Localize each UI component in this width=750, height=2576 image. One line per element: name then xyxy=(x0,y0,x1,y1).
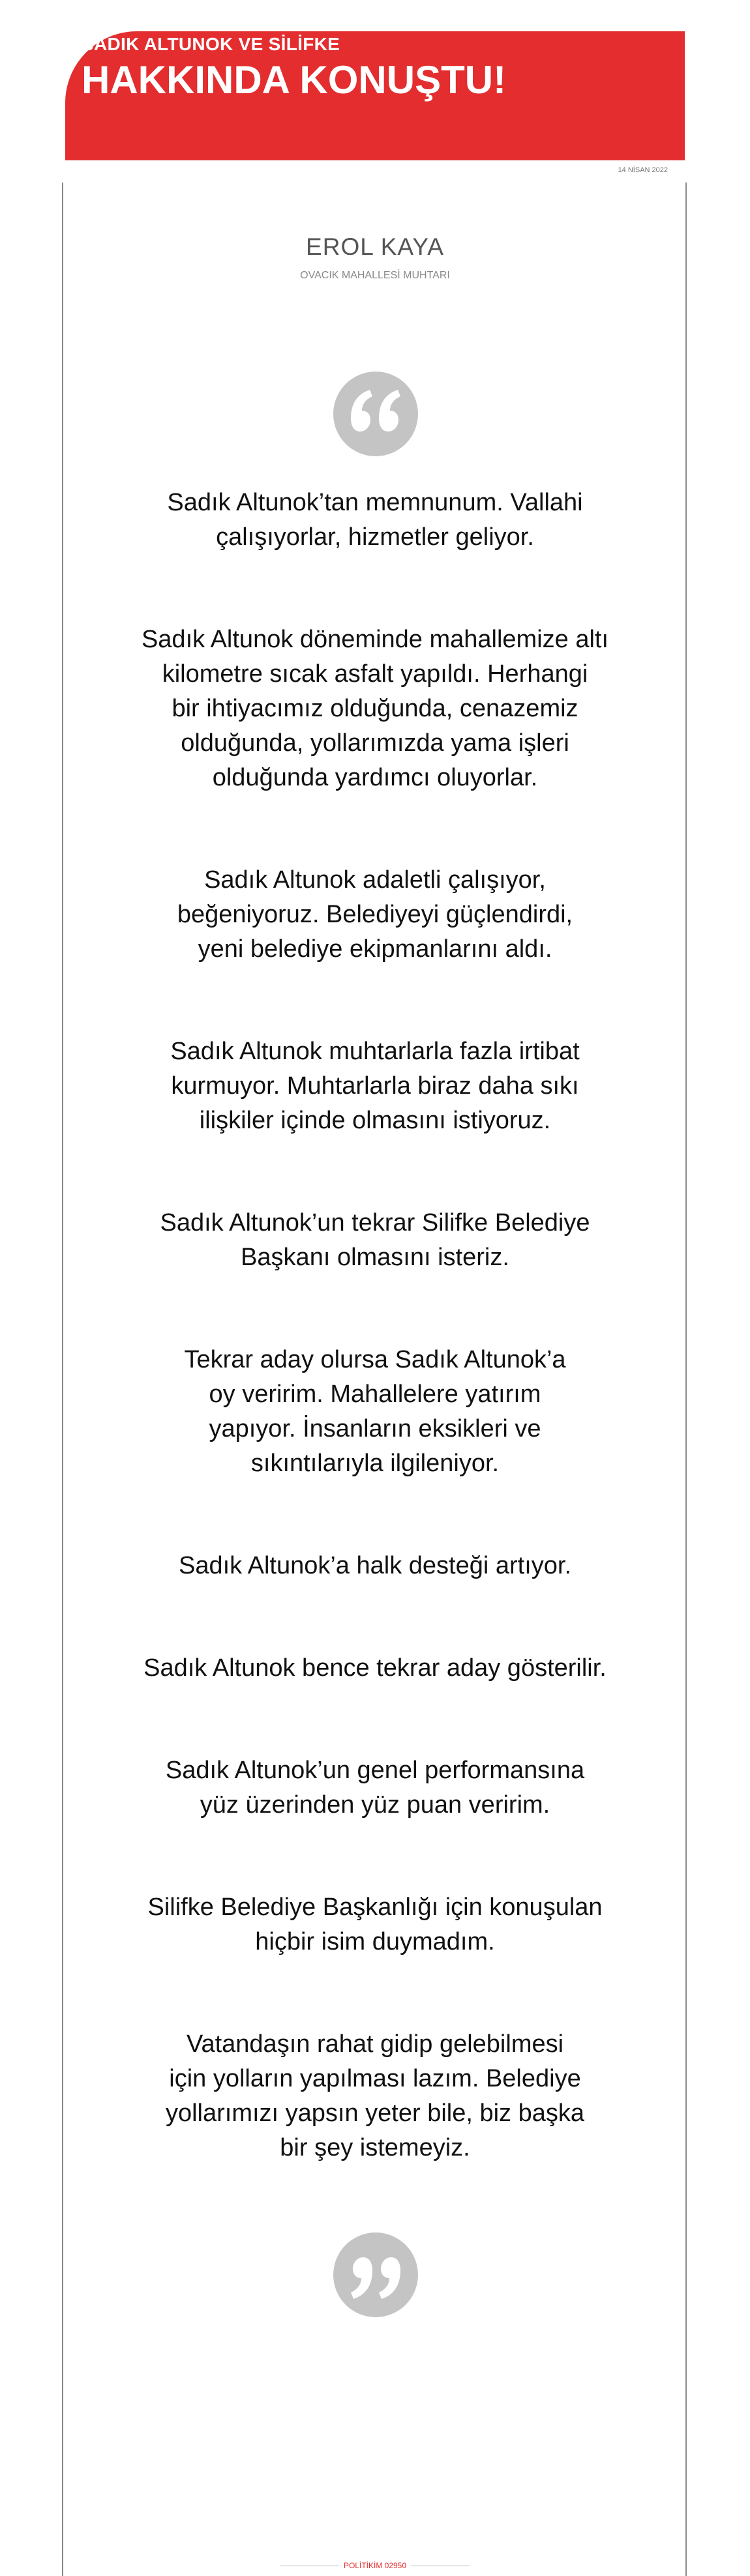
footer-label: POLİTİKİM 02950 xyxy=(343,2561,407,2570)
quote-line: yeni belediye ekipmanlarını aldı. xyxy=(198,935,552,963)
quote-line: Sadık Altunok’un genel performansına xyxy=(165,1757,585,1784)
quote-line: olduğunda yardımcı oluyorlar. xyxy=(212,764,538,791)
frame-right-border xyxy=(685,183,687,2576)
quote-line: Sadık Altunok’tan memnunum. Vallahi xyxy=(167,489,583,516)
person-name: EROL KAYA xyxy=(306,233,444,260)
quote-line: yapıyor. İnsanların eksikleri ve xyxy=(209,1415,541,1442)
quote-paragraph xyxy=(117,486,633,555)
quote-line: Sadık Altunok bence tekrar aday gösterilir. xyxy=(143,1654,607,1682)
quote-line: Silifke Belediye Başkanlığı için konuşulan xyxy=(147,1894,603,1921)
quote-paragraph xyxy=(117,1206,633,1275)
quote-paragraph xyxy=(117,2027,633,2165)
quote-paragraph xyxy=(117,1549,633,1583)
headline-kicker: SADIK ALTUNOK VE SİLİFKE xyxy=(82,34,340,54)
person-role: OVACIK MAHALLESİ MUHTARI xyxy=(300,270,450,281)
quote-line: bir ihtiyacımız olduğunda, cenazemiz xyxy=(172,695,578,722)
quote-line: çalışıyorlar, hizmetler geliyor. xyxy=(216,523,534,551)
close-quote-icon xyxy=(333,2232,418,2317)
quote-line: yollarımızı yapsın yeter bile, biz başka xyxy=(165,2100,585,2127)
quote-paragraph xyxy=(117,1890,633,1959)
quote-paragraph xyxy=(117,1753,633,1822)
quote-line: için yolların yapılması lazım. Belediye xyxy=(169,2065,581,2092)
quote-line: Sadık Altunok’un tekrar Silifke Belediye xyxy=(160,1209,590,1237)
quote-line: yüz üzerinden yüz puan veririm. xyxy=(200,1791,550,1819)
quote-paragraph xyxy=(117,1034,633,1138)
quote-paragraph xyxy=(117,1651,633,1686)
quote-paragraph xyxy=(117,622,633,795)
publish-date: 14 NİSAN 2022 xyxy=(618,166,668,174)
quote-line: olduğunda, yollarımızda yama işleri xyxy=(181,729,569,757)
quote-line: Başkanı olmasını isteriz. xyxy=(241,1244,509,1271)
quote-line: Sadık Altunok muhtarlarla fazla irtibat xyxy=(170,1038,580,1065)
open-quote-icon xyxy=(333,372,418,456)
quote-paragraph xyxy=(117,863,633,967)
quote-line: kilometre sıcak asfalt yapıldı. Herhangi xyxy=(162,660,588,688)
quote-line: Sadık Altunok’a halk desteği artıyor. xyxy=(178,1552,572,1579)
quote-line: hiçbir isim duymadım. xyxy=(255,1928,495,1955)
quote-line: kurmuyor. Muhtarlarla biraz daha sıkı xyxy=(171,1072,579,1100)
quote-line: Sadık Altunok döneminde mahallemize altı xyxy=(141,626,609,653)
quote-line: oy veririm. Mahallelere yatırım xyxy=(209,1381,541,1408)
quote-line: bir şey istemeyiz. xyxy=(280,2134,470,2161)
quote-body xyxy=(117,486,633,2233)
quote-line: Sadık Altunok adaletli çalışıyor, xyxy=(204,866,546,894)
frame-left-border xyxy=(62,183,63,2576)
quote-line: beğeniyoruz. Belediyeyi güçlendirdi, xyxy=(177,901,573,928)
quote-line: sıkıntılarıyla ilgileniyor. xyxy=(250,1450,500,1477)
quote-line: Tekrar aday olursa Sadık Altunok’a xyxy=(184,1346,566,1373)
quote-paragraph xyxy=(117,1343,633,1481)
headline-title: HAKKINDA KONUŞTU! xyxy=(82,58,507,102)
quote-line: Vatandaşın rahat gidip gelebilmesi xyxy=(186,2030,564,2058)
quote-line: ilişkiler içinde olmasını istiyoruz. xyxy=(199,1107,551,1134)
